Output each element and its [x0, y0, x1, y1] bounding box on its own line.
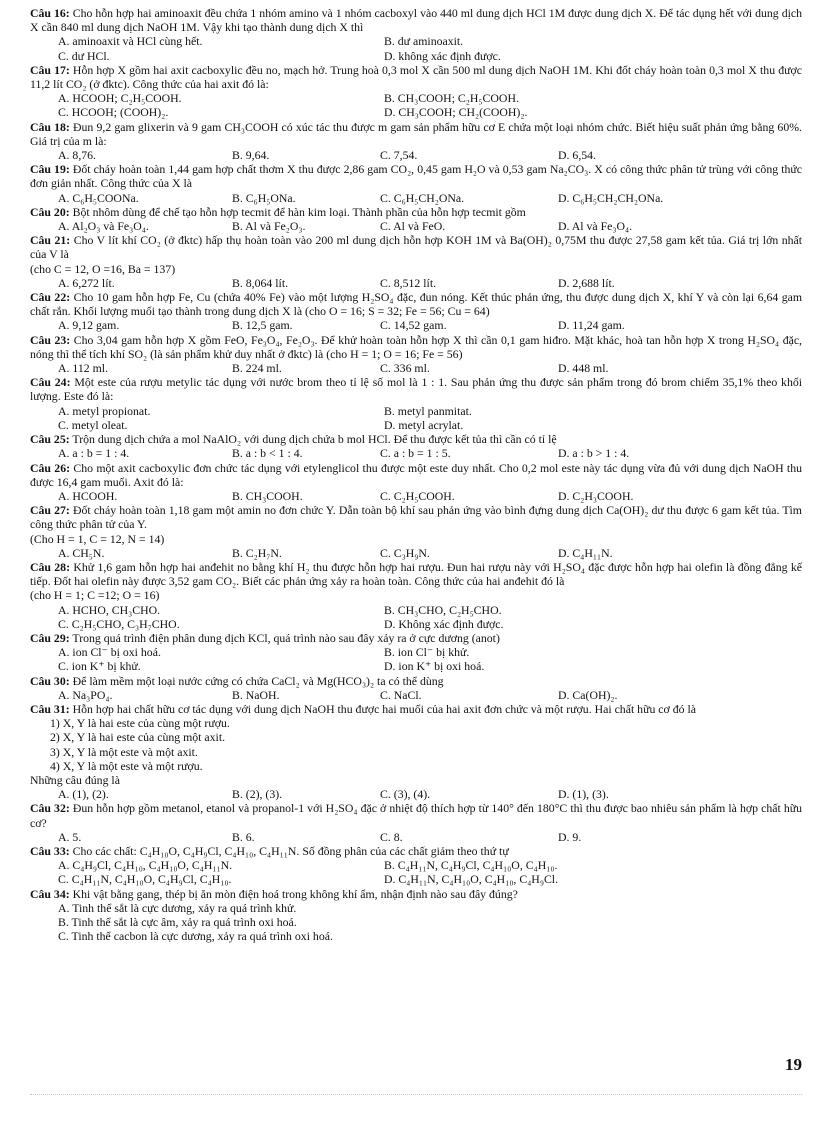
answer-options [30, 688, 802, 702]
answer-option: C. (3), (4). [380, 787, 431, 802]
question-number: Câu 23: [30, 332, 71, 347]
question-number: Câu 19: [30, 162, 70, 177]
question-stem [30, 205, 802, 219]
answer-option: C. metyl oleat. [58, 417, 128, 432]
answer-options [30, 901, 802, 944]
answer-options [30, 276, 802, 290]
question-stem [30, 6, 802, 34]
answer-option: C. 7,54. [380, 148, 418, 163]
question-number: Câu 26: [30, 460, 71, 475]
answer-option: C. HCOOH; (COOH)₂. [58, 105, 169, 120]
page-number: 19 [785, 1055, 802, 1074]
question-text: Đốt cháy hoàn toàn 1,44 gam hợp chất thơm X thu được 2,86 gam CO₂, 0,45 gam H₂O và 0,53 gam Na₂CO₃. X có công thức phân tử trùng với công thức đơn giản nhất. Công thức của X là [30, 162, 802, 191]
question-text: Cho 3,04 gam hỗn hợp X gồm FeO, Fe₃O₄, Fe₂O₃. Để khử hoàn toàn hỗn hợp X thì cần 0,1 gam hiđro. Mặt khác, hoà tan hỗn hợp X trong H₂SO₄ đặc, nóng thì thể tích khí SO₂ (là sản phẩm khử duy nhất ở đktc) là (cho H = 1; O = 16; Fe = 56) [30, 332, 803, 361]
answer-option: D. Ca(OH)₂. [558, 687, 618, 702]
answer-option: D. 11,24 gam. [558, 318, 625, 333]
question-number: Câu 31: [30, 701, 70, 716]
answer-option: D. C₆H₅CH₂CH₂ONa. [558, 190, 664, 205]
question-text: Trong quá trình điện phân dung dịch KCl, quá trình nào sau đây xảy ra ở cực dương (anot) [72, 630, 500, 645]
question-text: Hỗn hợp X gồm hai axit cacboxylic đều no, mạch hở. Trung hoà 0,3 mol X cần 500 ml dung dịch NaOH 1M. Khi đốt cháy hoàn toàn 0,3 mol X thu được 11,2 lít CO₂ (ở đktc). Công thức của hai axit đó là: [30, 62, 802, 92]
answer-option: A. 6,272 lít. [58, 275, 115, 290]
question-note: (Cho H = 1, C = 12, N = 14) [30, 531, 165, 546]
question-stem [30, 702, 802, 716]
answer-option: B. Tinh thể sắt là cực âm, xảy ra quá trình oxi hoá. [58, 915, 297, 929]
question-text: Trộn dung dịch chứa a mol NaAlO₂ với dung dịch chứa b mol HCl. Để thu được kết tủa thì cần có tỉ lệ [72, 432, 557, 447]
answer-option: C. 8,512 lít. [380, 275, 437, 290]
answer-options [30, 603, 802, 631]
answer-option: B. C₂H₇N. [232, 545, 282, 560]
question-block [30, 162, 802, 205]
answer-options [30, 404, 802, 432]
answer-option: C. dư HCl. [58, 48, 110, 63]
answer-option: C. C₂H₅CHO, C₃H₇CHO. [58, 616, 180, 631]
question-stem [30, 461, 802, 489]
answer-option: A. a : b = 1 : 4. [58, 446, 130, 461]
question-number: Câu 17: [30, 62, 70, 77]
question-stem [30, 844, 802, 858]
question-text: Một este của rượu metylic tác dụng với nước brom theo tỉ lệ số mol là 1 : 1. Sau phản ứng thu được sản phẩm trong đó brom chiếm 35,1% theo khối lượng. Este đó là: [30, 375, 803, 404]
answer-option: B. CH₃COOH. [232, 488, 303, 503]
answer-option: B. CH₃CHO, C₂H₅CHO. [384, 602, 502, 617]
question-text: Khi vật bằng gang, thép bị ăn mòn điện hoá trong không khí ẩm, nhận định nào sau đây đúng? [72, 886, 518, 901]
answer-option: A. Na₃PO₄. [58, 687, 113, 702]
answer-option: B. C₄H₁₁N, C₄H₉Cl, C₄H₁₀O, C₄H₁₀. [384, 858, 558, 873]
answer-option: C. NaCl. [380, 687, 422, 702]
question-number: Câu 22: [30, 290, 71, 305]
question-block [30, 205, 802, 233]
question-number: Câu 21: [30, 233, 71, 248]
question-text: Cho hỗn hợp hai aminoaxit đều chứa 1 nhóm amino và 1 nhóm cacboxyl vào 440 ml dung dịch HCl 1M được dung dịch X. Để tác dụng hết với dung dịch X cần 840 ml dung dịch NaOH 1M. Vậy khi tạo thành dung dịch X thì [30, 6, 803, 35]
question-stem [30, 631, 802, 645]
answer-option: B. metyl panmitat. [384, 403, 472, 418]
answer-option: A. C₄H₉Cl, C₄H₁₀, C₄H₁₀O, C₄H₁₁N. [58, 858, 233, 873]
answer-option: B. ion Cl⁻ bị khử. [384, 645, 470, 660]
answer-option: B. 224 ml. [232, 361, 282, 376]
question-stem [30, 63, 802, 91]
question-block [30, 120, 802, 163]
question-number: Câu 20: [30, 204, 70, 219]
question-note: (cho C = 12, O =16, Ba = 137) [30, 261, 176, 276]
answer-option: B. Al và Fe₂O₃. [232, 219, 306, 234]
question-number: Câu 28: [30, 559, 71, 574]
question-text: Cho V lít khí CO₂ (ở đktc) hấp thụ hoàn toàn vào 200 ml dung dịch hỗn hợp KOH 1M và Ba(OH)₂ 0,75M thu được 27,58 gam kết tủa. Giá trị lớn nhất của V là [30, 233, 803, 262]
question-text: Đốt cháy hoàn toàn 1,18 gam một amin no đơn chức Y. Dẫn toàn bộ khí sau phản ứng vào bình đựng dung dịch Ca(OH)₂ dư thu được 6 gam kết tủa. Tìm công thức phân tử của Y. [30, 503, 802, 532]
answer-options [30, 191, 802, 205]
question-number: Câu 33: [30, 843, 70, 858]
answer-options [30, 645, 802, 673]
question-stem [30, 375, 802, 403]
answer-option: A. 8,76. [58, 148, 97, 163]
question-block [30, 233, 802, 290]
answer-option: D. 6,54. [558, 148, 597, 163]
answer-option: C. 8. [380, 829, 403, 844]
question-number: Câu 16: [30, 6, 70, 20]
question-stem [30, 801, 802, 829]
answer-option: C. C₂H₅COOH. [380, 488, 455, 503]
question-number: Câu 29: [30, 630, 70, 645]
answer-option: D. không xác định được. [384, 48, 501, 63]
answer-option: B. (2), (3). [232, 787, 283, 802]
question-text: Bột nhôm dùng để chế tạo hỗn hợp tecmit để hàn kim loại. Thành phần của hỗn hợp tecmit gồm [72, 204, 526, 219]
answer-option: D. metyl acrylat. [384, 417, 464, 432]
question-text: Đun hỗn hợp gồm metanol, etanol và propanol-1 với H₂SO₄ đặc ở nhiệt độ thích hợp từ 140° đến 180°C thì thu được bao nhiêu sản phẩm là hợp chất hữu cơ? [30, 801, 803, 830]
question-note: Những câu đúng là [30, 772, 120, 787]
question-number: Câu 18: [30, 119, 70, 134]
answer-option: A. 112 ml. [58, 361, 109, 376]
answer-options [30, 858, 802, 886]
question-number: Câu 25: [30, 432, 70, 447]
question-block [30, 801, 802, 844]
question-stem [30, 162, 802, 190]
question-block [30, 702, 802, 801]
answer-option: D. 2,688 lít. [558, 275, 615, 290]
answer-options [30, 91, 802, 119]
answer-options [30, 34, 802, 62]
question-list [30, 6, 802, 943]
question-block [30, 560, 802, 631]
statement-item: 2) X, Y là hai este của cùng một axit. [50, 730, 226, 745]
answer-option: A. 5. [58, 829, 82, 844]
answer-option: A. C₆H₅COONa. [58, 190, 139, 205]
question-block [30, 461, 802, 504]
answer-option: D. C₂H₃COOH. [558, 488, 634, 503]
footer-divider [30, 1094, 802, 1095]
answer-option: A. HCHO, CH₃CHO. [58, 602, 161, 617]
answer-option: C. a : b = 1 : 5. [380, 446, 451, 461]
answer-options [30, 318, 802, 332]
statement-item: 1) X, Y là hai este của cùng một rượu. [50, 716, 230, 731]
question-block [30, 631, 802, 674]
answer-option: D. a : b > 1 : 4. [558, 446, 630, 461]
question-stem [30, 120, 802, 148]
answer-option: B. NaOH. [232, 687, 280, 702]
answer-option: C. C₆H₅CH₂ONa. [380, 190, 465, 205]
answer-option: B. 9,64. [232, 148, 270, 163]
question-block [30, 375, 802, 432]
question-stem [30, 503, 802, 531]
question-text: Cho 10 gam hỗn hợp Fe, Cu (chứa 40% Fe) vào một lượng H₂SO₄ đặc, đun nóng. Kết thúc phản ứng, thu được dung dịch X, khí Y và còn lại 6,64 gam chất rắn. Khối lượng muối tạo thành trong dung dịch X là (cho O = 16; S = 32; Fe = 56; Cu = 64) [30, 290, 803, 319]
question-block [30, 6, 802, 63]
answer-option: D. 9. [558, 829, 582, 844]
question-note: (cho H = 1; C =12; O = 16) [30, 588, 160, 603]
answer-option: D. Al và Fe₃O₄. [558, 219, 633, 234]
answer-option: C. C₄H₁₁N, C₄H₁₀O, C₄H₉Cl, C₄H₁₀. [58, 872, 232, 887]
question-stem [30, 674, 802, 688]
answer-option: B. dư aminoaxit. [384, 34, 464, 49]
answer-options [30, 787, 802, 801]
answer-option: A. ion Cl⁻ bị oxi hoá. [58, 645, 161, 660]
question-stem [30, 432, 802, 446]
answer-options [30, 830, 802, 844]
answer-option: C. 336 ml. [380, 361, 430, 376]
answer-option: B. 8,064 lít. [232, 275, 289, 290]
answer-option: A. CH₅N. [58, 545, 105, 560]
answer-option: D. ion K⁺ bị oxi hoá. [384, 659, 485, 674]
question-block [30, 887, 802, 944]
answer-option: D. C₄H₁₁N. [558, 545, 613, 560]
answer-option: A. aminoaxit và HCl cùng hết. [58, 34, 203, 49]
answer-option: D. Không xác định được. [384, 616, 504, 631]
question-stem [30, 290, 802, 318]
question-text: Cho một axit cacboxylic đơn chức tác dụng với etylenglicol thu được một este duy nhất. Cho 0,2 mol este này tác dụng vừa đủ với dung dịch NaOH thu được 16,4 gam muối. Axit đó là: [30, 460, 803, 489]
answer-option: D. (1), (3). [558, 787, 609, 802]
question-block [30, 503, 802, 560]
question-block [30, 844, 802, 887]
question-stem [30, 333, 802, 361]
answer-option: B. 6. [232, 829, 255, 844]
answer-option: C. ion K⁺ bị khử. [58, 659, 141, 674]
question-text: Hỗn hợp hai chất hữu cơ tác dụng với dung dịch NaOH thu được hai muối của hai axit đơn chức và một rượu. Hai chất hữu cơ đó là [72, 701, 696, 716]
answer-option: A. HCOOH; C₂H₅COOH. [58, 91, 182, 106]
question-stem [30, 233, 802, 261]
question-number: Câu 30: [30, 673, 70, 688]
answer-options [30, 148, 802, 162]
answer-option: B. CH₃COOH; C₂H₅COOH. [384, 91, 519, 106]
question-stem [30, 887, 802, 901]
answer-options [30, 446, 802, 460]
question-text: Để làm mềm một loại nước cứng có chứa CaCl₂ và Mg(HCO₃)₂ ta có thể dùng [72, 673, 444, 688]
question-block [30, 63, 802, 120]
answer-option: D. C₄H₁₁N, C₄H₁₀O, C₄H₁₀, C₄H₉Cl. [384, 872, 559, 887]
question-text: Đun 9,2 gam glixerin và 9 gam CH₃COOH có xúc tác thu được m gam sản phẩm hữu cơ E chứa một loại nhóm chức. Biết hiệu suất phản ứng bằng 60%. Giá trị của m là: [30, 119, 802, 148]
answer-options [30, 219, 802, 233]
answer-option: A. metyl propionat. [58, 403, 151, 418]
answer-option: C. C₃H₉N. [380, 545, 430, 560]
answer-options [30, 489, 802, 503]
answer-option: B. C₆H₅ONa. [232, 190, 296, 205]
answer-option: A. 9,12 gam. [58, 318, 120, 333]
answer-option: D. CH₃COOH; CH₂(COOH)₂. [384, 105, 528, 120]
answer-option: C. Al và FeO. [380, 219, 446, 234]
answer-option: A. (1), (2). [58, 787, 109, 802]
question-text: Khử 1,6 gam hỗn hợp hai anđehit no bằng khí H₂ thu được hỗn hợp hai rượu. Đun hai rượu này với H₂SO₄ đặc được hỗn hợp hai olefin là đồng đẳng kế tiếp. Đốt hai olefin này được 3,52 gam CO₂. Biết các phản ứng xảy ra hoàn toàn. Công thức của hai anđehit đó là [30, 559, 803, 589]
answer-options [30, 361, 802, 375]
question-block [30, 432, 802, 460]
answer-option: C. 14,52 gam. [380, 318, 447, 333]
question-text: Cho các chất: C₄H₁₀O, C₄H₉Cl, C₄H₁₀, C₄H₁₁N. Số đồng phân của các chất giảm theo thứ tự [72, 843, 509, 858]
answer-options [30, 546, 802, 560]
question-number: Câu 24: [30, 375, 71, 390]
answer-option: A. HCOOH. [58, 488, 118, 503]
answer-option: D. 448 ml. [558, 361, 609, 376]
statement-item: 3) X, Y là một este và một axit. [50, 744, 198, 759]
question-number: Câu 34: [30, 886, 70, 901]
question-stem [30, 560, 802, 588]
answer-option: B. 12,5 gam. [232, 318, 293, 333]
answer-option: B. a : b < 1 : 4. [232, 446, 303, 461]
question-block [30, 290, 802, 333]
answer-option: C. Tinh thể cacbon là cực dương, xảy ra quá trình oxi hoá. [58, 929, 333, 944]
question-number: Câu 32: [30, 801, 70, 816]
question-block [30, 333, 802, 376]
answer-option: A. Al₂O₃ và Fe₃O₄. [58, 219, 149, 234]
statement-item: 4) X, Y là một este và một rượu. [50, 758, 203, 773]
question-block [30, 674, 802, 702]
question-number: Câu 27: [30, 503, 70, 518]
answer-option: A. Tinh thể sắt là cực dương, xảy ra quá trình khử. [58, 900, 297, 915]
